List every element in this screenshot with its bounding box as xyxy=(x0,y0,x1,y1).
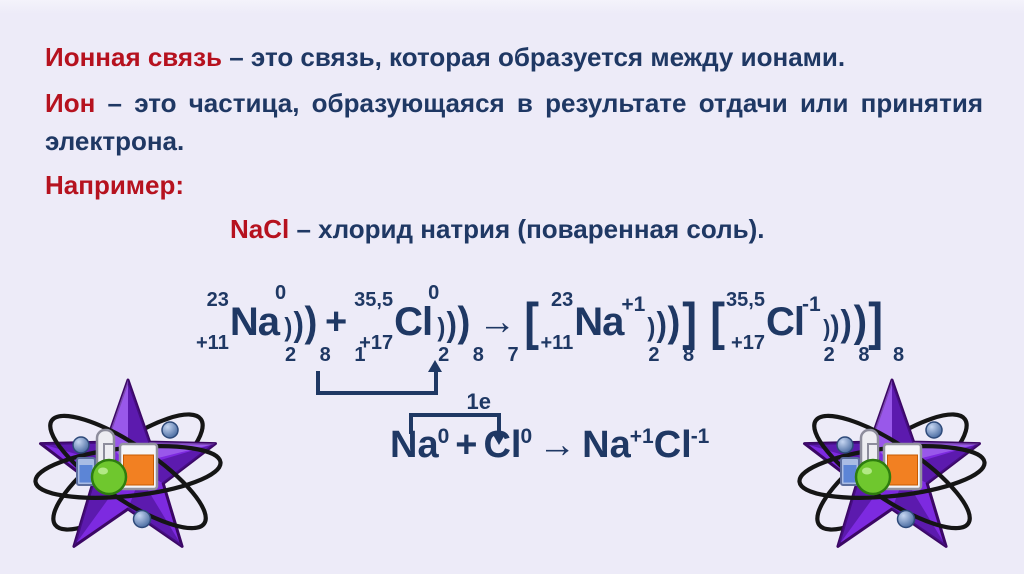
nuclear-charge: +17 xyxy=(359,332,394,354)
left-bracket: [ xyxy=(524,293,540,351)
nuclear-charge: +11 xyxy=(196,332,229,354)
shell-arcs: )))) xyxy=(822,297,867,346)
nuclide-cl-numbers xyxy=(354,291,393,353)
nuclide-cl-reactant xyxy=(354,282,528,366)
eq-arrow: → xyxy=(538,424,577,466)
eq-prod-cl-charge: -1 xyxy=(690,425,710,448)
atom-chemistry-star-icon xyxy=(30,372,226,568)
shell-arcs: ))) xyxy=(647,298,681,345)
example-label: Например: xyxy=(45,170,185,200)
right-bracket: ] xyxy=(868,293,884,351)
eq-prod-cl: Cl xyxy=(653,424,692,466)
ion-charge: -1 xyxy=(801,293,821,316)
element-symbol: Na xyxy=(229,300,279,344)
shell-electrons: 2 8 7 xyxy=(438,344,528,366)
mass-number: 23 xyxy=(206,289,229,311)
definition-ion xyxy=(45,84,983,160)
mass-number: 35,5 xyxy=(726,289,765,311)
nuclear-charge: +11 xyxy=(540,332,574,354)
element-symbol: Cl xyxy=(765,300,804,344)
summary-equation xyxy=(390,424,709,467)
shell-arcs: ))) xyxy=(284,298,318,345)
nuclide-na-numbers xyxy=(540,291,573,353)
term-ionic-bond: Ионная связь xyxy=(45,42,223,72)
eq-na: Na xyxy=(390,424,439,466)
eq-na-charge: 0 xyxy=(437,425,450,448)
ion-na-product xyxy=(523,282,704,366)
arrowhead-up-icon xyxy=(428,360,442,372)
electron-transfer-label: 1e xyxy=(466,389,491,414)
shell-electrons: 2 8 xyxy=(648,344,704,366)
ion-charge: 0 xyxy=(274,282,287,304)
mass-number: 35,5 xyxy=(354,289,394,311)
nuclear-charge: +17 xyxy=(731,332,765,354)
term-ion: Ион xyxy=(45,88,96,118)
eq-prod-na: Na xyxy=(582,424,631,466)
eq-prod-na-charge: +1 xyxy=(629,425,654,448)
atom-chemistry-star-icon xyxy=(794,372,990,568)
electron-transfer-arrow-shells xyxy=(316,371,438,395)
ion-charge: 0 xyxy=(428,282,440,304)
definition-ion-text: – это частица, образующаяся в результате отдачи или принятия электрона. xyxy=(45,88,983,156)
nuclide-na-numbers xyxy=(196,291,229,353)
eq-cl: Cl xyxy=(483,424,522,466)
definition-ionic-bond xyxy=(45,38,995,76)
element-symbol: Cl xyxy=(394,300,433,344)
ion-charge: +1 xyxy=(621,293,646,316)
nuclide-cl-numbers xyxy=(726,291,765,353)
electron-shell-scheme xyxy=(196,282,914,366)
shell-arcs-cl-ion xyxy=(822,297,914,366)
right-bracket: ] xyxy=(682,293,698,351)
plus-sign: + xyxy=(324,300,348,343)
left-bracket: [ xyxy=(709,293,725,351)
shell-electrons: 2 8 1 xyxy=(284,344,375,366)
reaction-arrow: → xyxy=(478,300,517,343)
shell-arcs-cl xyxy=(428,282,528,366)
definition-ionic-bond-text: – это связь, которая образуется между ионами. xyxy=(222,42,846,72)
mass-number: 23 xyxy=(551,289,574,311)
term-nacl: NaCl xyxy=(230,214,290,244)
shell-arcs-na-ion xyxy=(647,297,704,366)
shell-electrons: 2 8 8 xyxy=(823,344,914,366)
shell-arcs: ))) xyxy=(437,298,471,345)
ion-cl-product xyxy=(709,282,914,366)
element-symbol: Na xyxy=(574,300,624,344)
eq-cl-charge: 0 xyxy=(520,425,533,448)
eq-plus: + xyxy=(455,424,478,466)
nacl-caption-text: – хлорид натрия (поваренная соль). xyxy=(289,214,765,244)
nacl-caption xyxy=(230,210,764,248)
